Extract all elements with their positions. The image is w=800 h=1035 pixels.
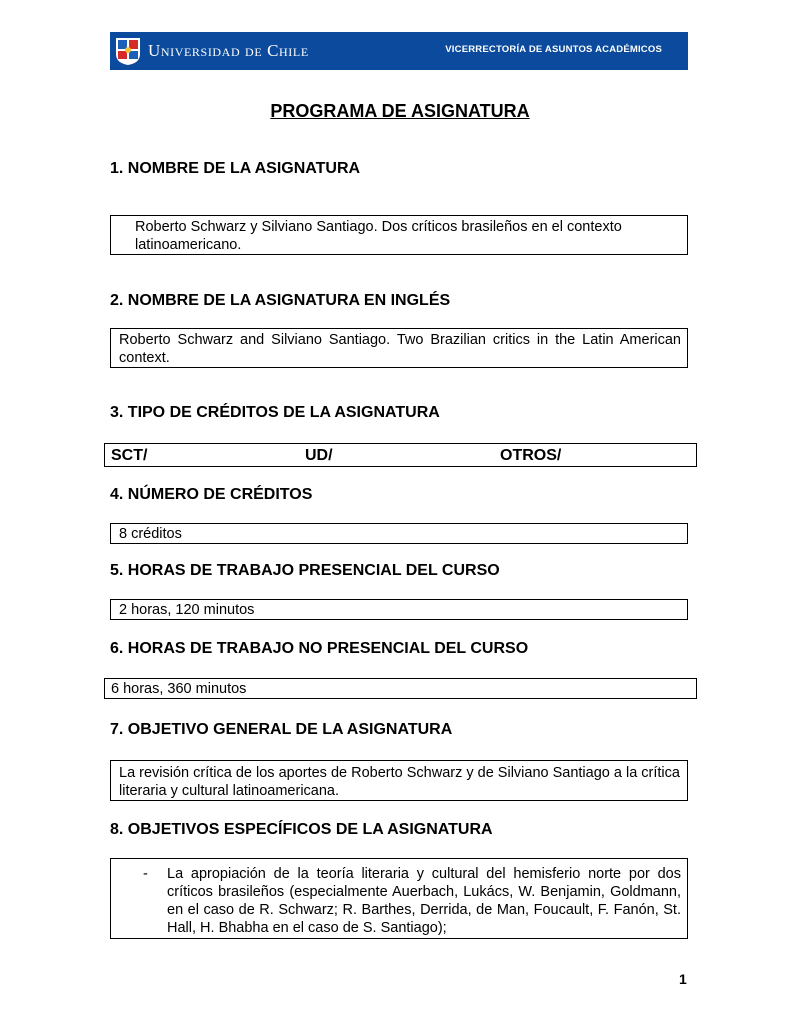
section-6-content: 6 horas, 360 minutos (111, 681, 247, 697)
section-2-content: Roberto Schwarz and Silviano Santiago. Two Brazilian critics in the Latin American context. (119, 332, 681, 366)
section-7-heading: 7. OBJETIVO GENERAL DE LA ASIGNATURA (110, 721, 453, 738)
section-8-item: La apropiación de la teoría literaria y cultural del hemisferio norte por dos críticos brasileños (especialmente Auerbach, Lukács, W. Benjamin, Goldmann, en el caso de R. Schwarz; R. Barthes, Derrida, de Man, Foucault, F. Fanón, St. Hall, H. Bhabha en el caso de S. Santiago); (167, 866, 681, 936)
section-6-heading: 6. HORAS DE TRABAJO NO PRESENCIAL DEL CURSO (110, 640, 529, 657)
section-7-content: La revisión crítica de los aportes de Roberto Schwarz y de Silviano Santiago a la crítica literaria y cultural latinoamericana. (119, 765, 680, 799)
university-name: Universidad de Chile (148, 41, 309, 60)
credit-type-ud: UD/ (305, 447, 333, 464)
section-8-heading: 8. OBJETIVOS ESPECÍFICOS DE LA ASIGNATURA (110, 821, 493, 838)
section-3-box (104, 443, 697, 467)
section-8-box (110, 858, 688, 939)
bullet-dash: - (143, 866, 148, 882)
page-title: PROGRAMA DE ASIGNATURA (270, 101, 530, 121)
office-name: VICERRECTORÍA DE ASUNTOS ACADÉMICOS (445, 44, 662, 55)
section-2-box (110, 328, 688, 368)
section-1-content: Roberto Schwarz y Silviano Santiago. Dos críticos brasileños en el contexto latinoamericano. (135, 219, 622, 253)
section-4-box (110, 523, 688, 544)
section-6-box (104, 678, 697, 699)
section-2-heading: 2. NOMBRE DE LA ASIGNATURA EN INGLÉS (110, 292, 451, 309)
section-5-heading: 5. HORAS DE TRABAJO PRESENCIAL DEL CURSO (110, 562, 500, 579)
section-5-box (110, 599, 688, 620)
list-item (111, 865, 687, 937)
section-4-heading: 4. NÚMERO DE CRÉDITOS (110, 486, 313, 503)
credit-type-otros: OTROS/ (500, 447, 562, 464)
section-1-heading: 1. NOMBRE DE LA ASIGNATURA (110, 160, 361, 177)
section-7-box (110, 760, 688, 801)
university-crest-icon (114, 36, 142, 66)
section-4-content: 8 créditos (119, 526, 182, 542)
credit-type-sct: SCT/ (111, 447, 148, 464)
section-3-heading: 3. TIPO DE CRÉDITOS DE LA ASIGNATURA (110, 404, 440, 421)
section-1-box (110, 215, 688, 255)
section-5-content: 2 horas, 120 minutos (119, 602, 255, 618)
header-banner (110, 32, 688, 70)
page-number: 1 (679, 971, 687, 987)
